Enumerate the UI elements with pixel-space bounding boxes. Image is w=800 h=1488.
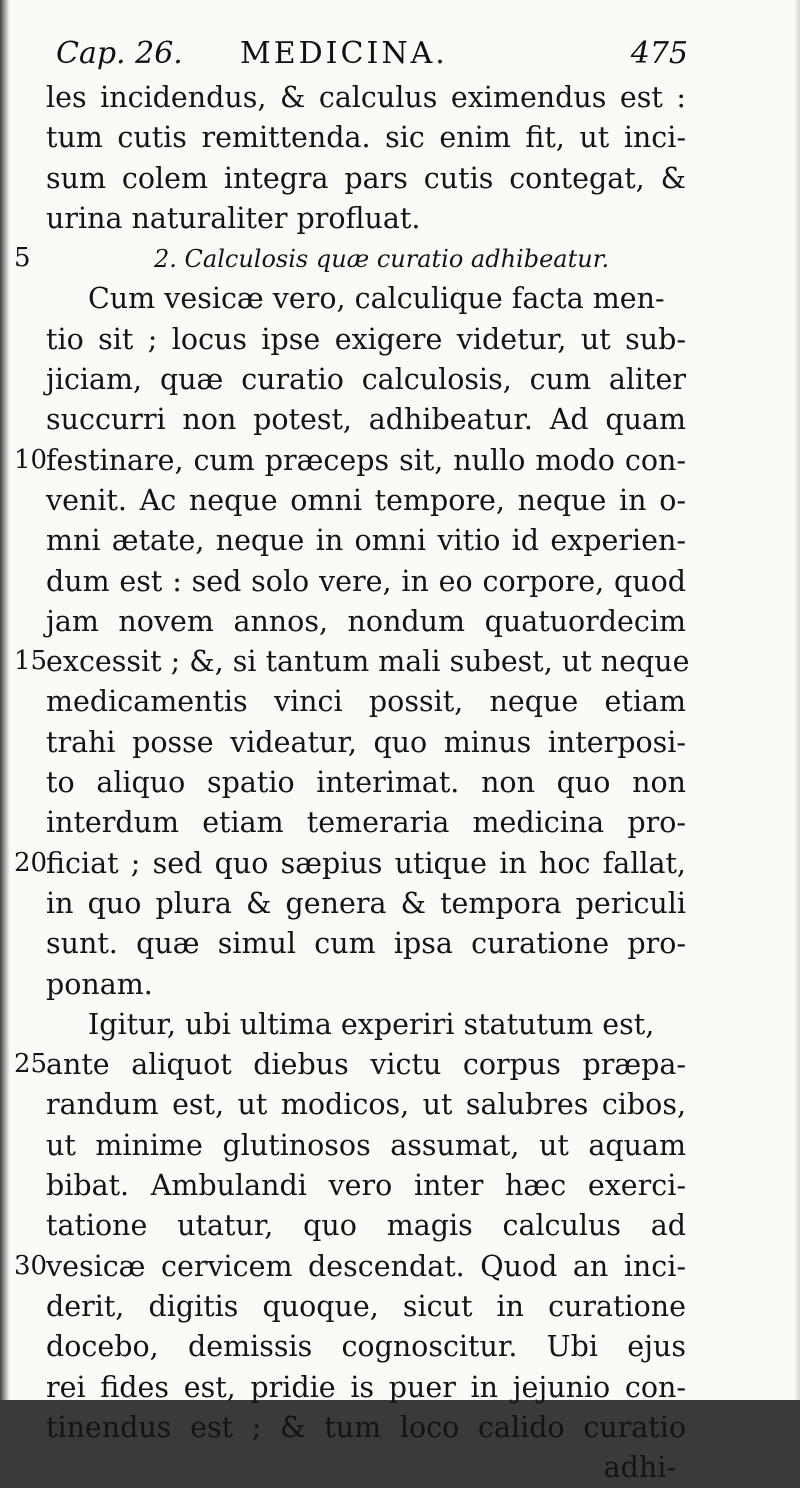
text-line: ponam.: [46, 967, 153, 1001]
chapter-label: Cap. 26.: [56, 36, 183, 71]
running-title: MEDICINA.: [240, 36, 448, 71]
text-line: ficiat ; sed quo sæpius utique in hoc fallat,: [46, 846, 686, 880]
text-line: ante aliquot diebus victu corpus præpa-: [46, 1048, 686, 1082]
text-line: derit, digitis quoque, sicut in curatione: [46, 1289, 686, 1323]
margin-line-number: 10: [14, 444, 48, 475]
text-line: urina naturaliter profluat.: [46, 201, 421, 235]
text-line: trahi posse videatur, quo minus interposi-: [46, 725, 686, 759]
text-line: venit. Ac neque omni tempore, neque in o-: [46, 483, 686, 517]
text-line: medicamentis vinci possit, neque etiam: [46, 685, 686, 719]
text-line: interdum etiam temeraria medicina pro-: [46, 806, 686, 840]
margin-line-number: 30: [14, 1250, 48, 1281]
text-line: Igitur, ubi ultima experiri statutum est,: [88, 1007, 655, 1041]
margin-line-number: 25: [14, 1049, 48, 1080]
margin-line-number: 15: [14, 646, 48, 677]
text-line: festinare, cum præceps sit, nullo modo con-: [46, 443, 686, 477]
text-line: jam novem annos, nondum quatuordecim: [46, 604, 686, 638]
text-line: sunt. quæ simul cum ipsa curatione pro-: [46, 927, 686, 961]
text-line: docebo, demissis cognoscitur. Ubi ejus: [46, 1330, 686, 1364]
text-line: randum est, ut modicos, ut salubres cibos,: [46, 1088, 686, 1122]
text-line: tio sit ; locus ipse exigere videtur, ut sub-: [46, 322, 686, 356]
text-line: tum cutis remittenda. sic enim fit, ut inci-: [46, 121, 686, 155]
page-number: 475: [630, 36, 688, 71]
text-line: bibat. Ambulandi vero inter hæc exerci-: [46, 1169, 686, 1203]
text-line: tinendus est ; & tum loco calido curatio: [46, 1410, 686, 1444]
text-line: sum colem integra pars cutis contegat, &: [46, 161, 686, 195]
text-line: rei fides est, pridie is puer in jejunio con-: [46, 1370, 686, 1404]
margin-line-number: 5: [14, 243, 31, 274]
text-line: in quo plura & genera & tempora periculi: [46, 886, 686, 920]
text-line: les incidendus, & calculus eximendus est :: [46, 81, 686, 114]
text-body: [46, 78, 690, 1488]
text-line: dum est : sed solo vere, in eo corpore, quod: [46, 564, 686, 598]
text-line: excessit ; &, si tantum mali subest, ut neque: [46, 645, 690, 679]
text-line: mni ætate, neque in omni vitio id experien-: [46, 524, 686, 558]
section-heading: 2. Calculosis quæ curatio adhibeatur.: [154, 245, 610, 274]
text-line: to aliquo spatio interimat. non quo non: [46, 766, 686, 800]
text-line: vesicæ cervicem descendat. Quod an inci-: [46, 1249, 686, 1283]
running-header: [56, 30, 688, 74]
text-line: tatione utatur, quo magis calculus ad: [46, 1209, 686, 1243]
text-line: Cum vesicæ vero, calculique facta men-: [88, 282, 665, 316]
page-edge: [794, 0, 800, 1400]
page-spine-shadow: [0, 0, 10, 1400]
catchword: adhi-: [603, 1451, 676, 1485]
text-line: succurri non potest, adhibeatur. Ad quam: [46, 403, 686, 437]
text-line: jiciam, quæ curatio calculosis, cum aliter: [46, 363, 686, 397]
margin-line-number: 20: [14, 847, 48, 878]
text-line: ut minime glutinosos assumat, ut aquam: [46, 1128, 686, 1162]
